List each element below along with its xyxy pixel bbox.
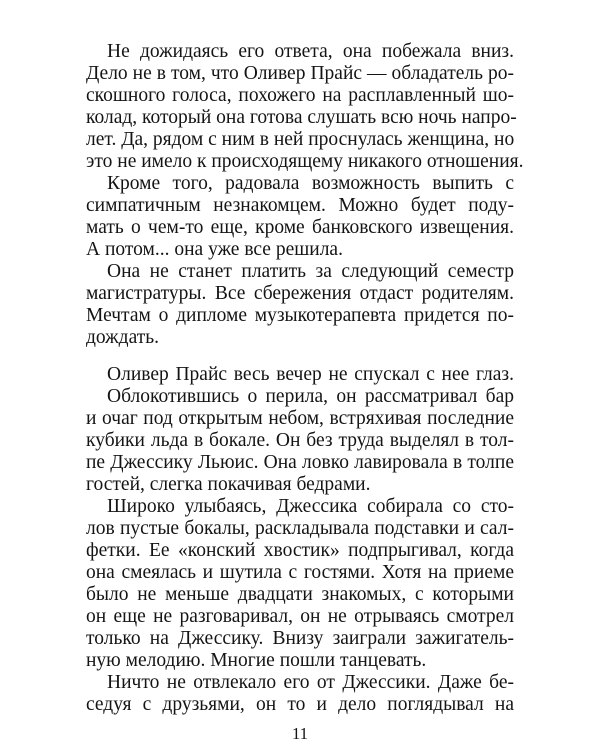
- text-line: колад, который она готова слушать всю ночь напро-: [86, 107, 517, 128]
- text-line: лет. Да, рядом с ним в ней проснулась женщина, но: [86, 129, 515, 150]
- text-line: Широко улыбаясь, Джессика собирала со сто-: [107, 496, 514, 517]
- page-number: 11: [291, 724, 309, 743]
- text-line: лов пустые бокалы, раскладывала подставки и сал-: [86, 518, 514, 539]
- text-line: было не меньше двадцати знакомых, с которыми: [86, 584, 514, 605]
- text-line: Оливер Прайс весь вечер не спускал с нее глаз.: [107, 364, 514, 385]
- text-line: А потом... она уже все решила.: [86, 239, 343, 260]
- text-line: фетки. Ее «конский хвостик» подпрыгивал, когда: [86, 540, 514, 561]
- text-line: Она не станет платить за следующий семестр: [107, 261, 514, 282]
- text-line: мать о чем-то еще, кроме банковского извещения.: [86, 217, 514, 238]
- text-line: и очаг под открытым небом, встряхивая последние: [86, 408, 514, 429]
- text-line: гостей, слегка покачивая бедрами.: [86, 474, 371, 495]
- text-line: Облокотившись о перила, он рассматривал бар: [107, 386, 514, 407]
- text-line: Дело не в том, что Оливер Прайс — обладатель ро-: [86, 63, 514, 84]
- text-line: симпатичным незнакомцем. Можно будет поду-: [86, 195, 514, 216]
- text-line: магистратуры. Все сбережения отдаст родителям.: [86, 283, 514, 304]
- text-line: Мечтам о дипломе музыкотерапевта придется по-: [86, 305, 514, 326]
- text-line: она смеялась и шутила с гостями. Хотя на приеме: [86, 562, 514, 583]
- text-line: кубики льда в бокале. Он без труда выделял в тол-: [86, 430, 514, 451]
- text-line: ную мелодию. Многие пошли танцевать.: [86, 650, 427, 671]
- text-line: пе Джессику Льюис. Она ловко лавировала в толпе: [86, 452, 514, 473]
- text-line: скошного голоса, похожего на расплавленный шо-: [86, 85, 514, 106]
- text-line: только на Джессику. Внизу заиграли зажигатель-: [86, 628, 514, 649]
- text-line: Не дожидаясь его ответа, она побежала вниз.: [107, 41, 514, 62]
- text-line: Ничто не отвлекало его от Джессики. Даже бе-: [107, 672, 514, 693]
- text-line: седуя с друзьями, он то и дело поглядывал на: [86, 694, 514, 715]
- text-line: он еще не разговаривал, он не отрываясь смотрел: [86, 606, 514, 627]
- text-line: это не имело к происходящему никакого отношения.: [86, 151, 524, 172]
- text-line: Кроме того, радовала возможность выпить с: [107, 173, 514, 194]
- text-line: дождать.: [86, 327, 160, 348]
